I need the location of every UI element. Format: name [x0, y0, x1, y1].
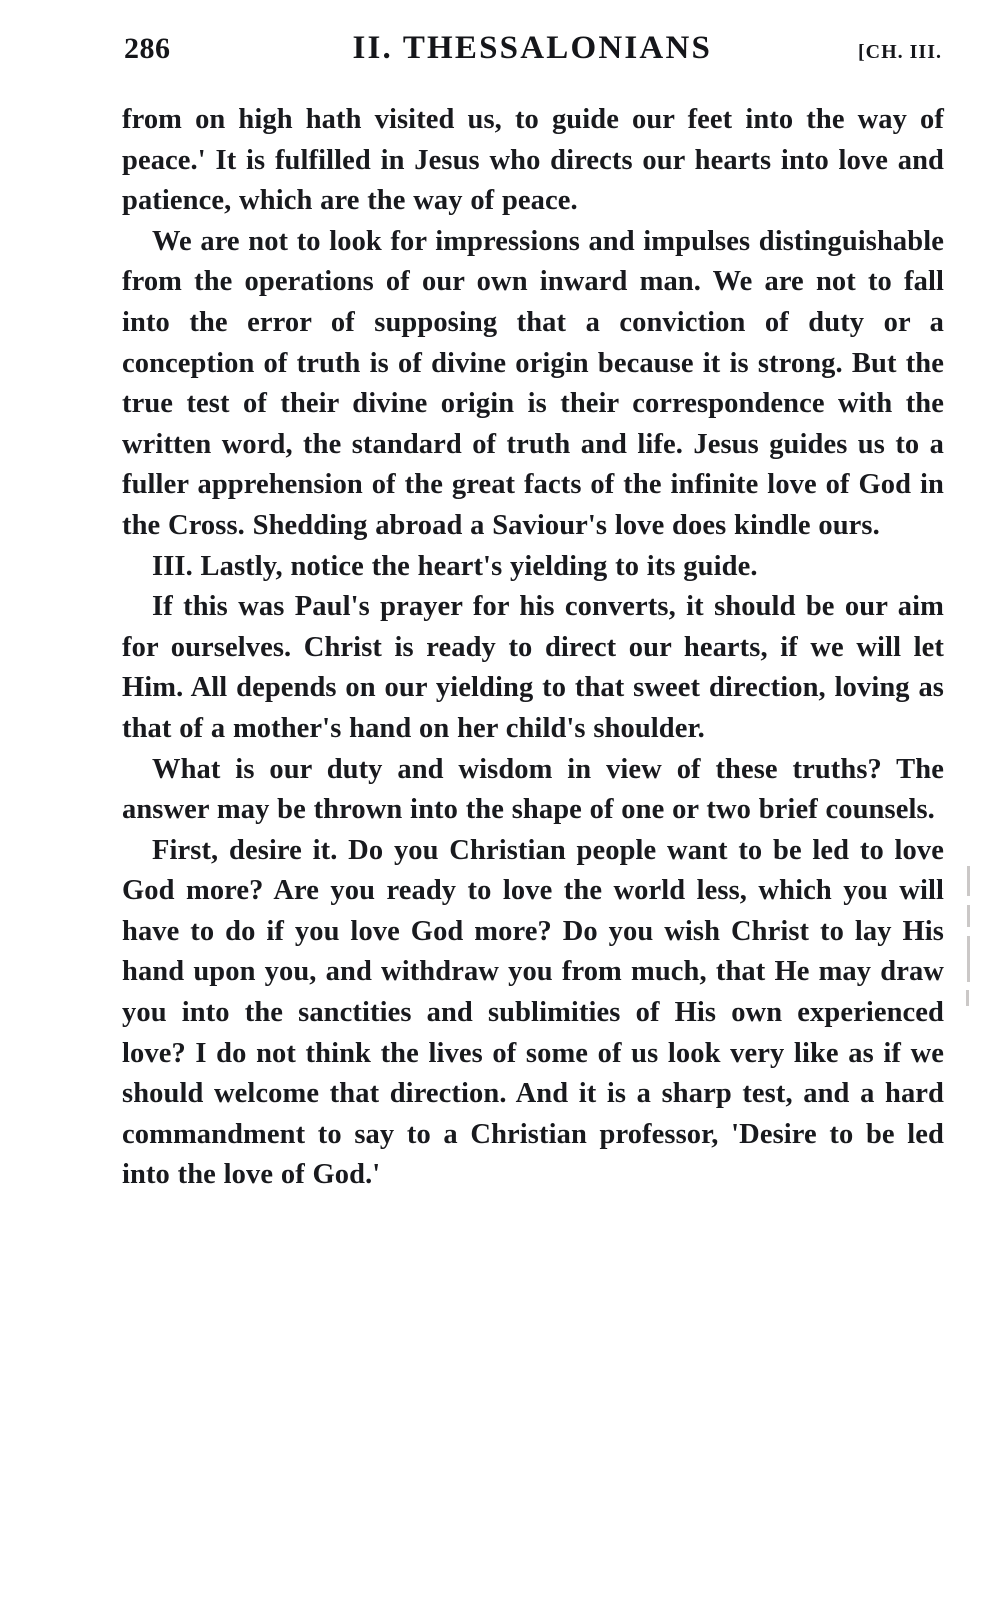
paragraph: We are not to look for impressions and impulses distinguishable from the operations of our own inward man. We are not to fall into the error of supposing that a conviction of duty or a conception of truth is of divine origin because it is strong. But the true test of their divine origin is their correspondence with the written word, the standard of truth and life. Jesus guides us to a fuller apprehension of the great facts of the infinite love of God in the Cross. Shedding abroad a Saviour's love does kindle ours.	[122, 225, 944, 541]
chapter-reference: [CH. III.	[857, 41, 942, 63]
paragraph: If this was Paul's prayer for his converts, it should be our aim for ourselves. Christ is ready to direct our hearts, if we will let Him. All depends on our yielding to that sweet direction, loving as that of a mother's hand on her child's shoulder.	[122, 591, 944, 744]
paragraph: III. Lastly, notice the heart's yielding to its guide.	[152, 550, 758, 582]
scan-artifact	[967, 905, 970, 927]
body-text	[122, 100, 944, 1196]
paragraph: from on high hath visited us, to guide our feet into the way of peace.' It is fulfilled in Jesus who directs our hearts into love and patience, which are the way of peace.	[122, 104, 944, 217]
page-title: II. THESSALONIANS	[352, 30, 713, 66]
running-head	[124, 30, 942, 76]
page-number: 286	[124, 32, 171, 65]
scan-artifact	[967, 866, 970, 896]
paragraph: What is our duty and wisdom in view of these truths? The answer may be thrown into the shape of one or two brief counsels.	[122, 753, 944, 826]
scan-artifact	[966, 990, 969, 1006]
paragraph: First, desire it. Do you Christian people want to be led to love God more? Are you ready to love the world less, which you will have to do if you love God more? Do you wish Christ to lay His hand upon you, and withdraw you from much, that He may draw you into the sanctities and sublimities of His own experienced love? I do not think the lives of some of us look very like as if we should welcome that direction. And it is a sharp test, and a hard commandment to say to a Christian professor, 'Desire to be led into the love of God.'	[122, 834, 944, 1191]
scan-artifact	[967, 936, 970, 982]
